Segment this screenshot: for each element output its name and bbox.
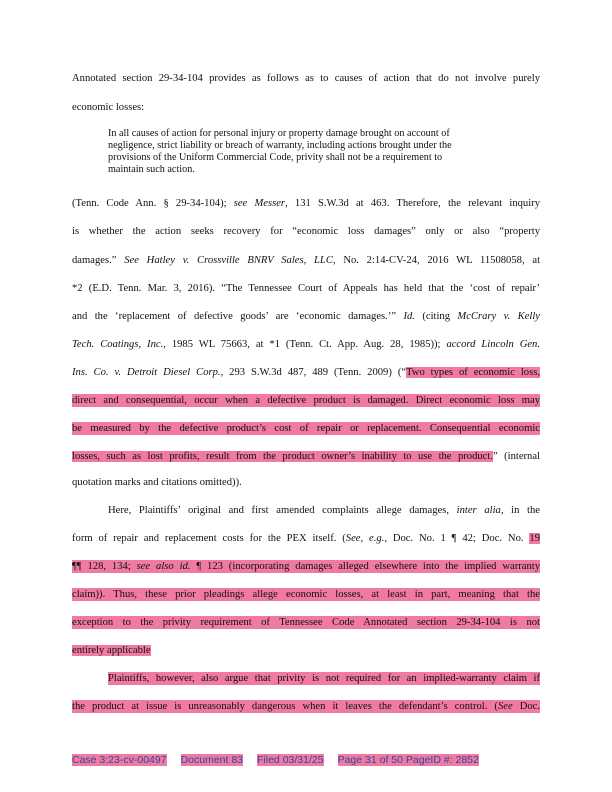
text-line: losses, such as lost profits, result from the product owner’s inability to use the product.” (internal [72,451,540,462]
footer-document: Document 83 [180,754,244,766]
block-quote [108,128,518,176]
text-line: *2 (E.D. Tenn. Mar. 3, 2016). “The Tennessee Court of Appeals has held that the ‘cost of repair’ [72,283,540,294]
highlight: Two types of economic loss, [406,367,540,378]
quote-line: negligence, strict liability or breach of warranty, including actions brought under the [108,140,452,151]
footer-page: Page 31 of 50 PageID #: 2852 [337,754,479,766]
case-footer [72,754,479,766]
text-line [72,644,540,657]
highlighted-line: Plaintiffs, however, also argue that privity is not required for an implied-warranty claim if [108,673,540,684]
text-line: is whether the action seeks recovery for “economic loss damages” only or also “property [72,226,540,237]
quote-line: maintain such action. [108,164,195,175]
quote-line: provisions of the Uniform Commercial Code, privity shall not be a requirement to [108,152,443,163]
text-line: economic losses: [72,102,145,113]
text-line: (Tenn. Code Ann. § 29-34-104); see Messer, 131 S.W.3d at 463. Therefore, the relevant inquiry [72,198,540,209]
highlighted-line: exception to the privity requirement of Tennessee Code Annotated section 29-34-104 is not [72,617,540,628]
highlighted-line: claim)). Thus, these prior pleadings allege economic losses, at least in part, meaning that the [72,589,540,600]
text-line: Ins. Co. v. Detroit Diesel Corp., 293 S.W.3d 487, 489 (Tenn. 2009) (“Two types of economic loss, [72,367,540,378]
text-line: Tech. Coatings, Inc., 1985 WL 75663, at *1 (Tenn. Ct. App. Aug. 28, 1985)); accord Lincoln Gen. [72,339,540,350]
highlight: losses, such as lost profits, result from the product owner’s inability to use the product. [72,451,493,462]
text-line: Here, Plaintiffs’ original and first amended complaints allege damages, inter alia, in the [108,505,540,516]
highlight: 19 [529,533,540,544]
text-line: Annotated section 29-34-104 provides as follows as to causes of action that do not involve purely [72,73,540,84]
highlight: entirely applicable [72,645,151,656]
quote-line: In all causes of action for personal injury or property damage brought on account of [108,128,450,139]
highlighted-line: direct and consequential, occur when a defective product is damaged. Direct economic loss may [72,395,540,406]
text-line: quotation marks and citations omitted)). [72,477,242,488]
highlighted-line: ¶¶ 128, 134; see also id. ¶ 123 (incorporating damages alleged elsewhere into the implied warranty [72,561,540,572]
footer-case: Case 3:23-cv-00497 [72,754,167,766]
highlighted-line: be measured by the defective product’s cost of repair or replacement. Consequential economic [72,423,540,434]
text-line: damages.” See Hatley v. Crossville BNRV Sales, LLC, No. 2:14-CV-24, 2016 WL 11508058, at [72,255,541,266]
text-line: form of repair and replacement costs for the PEX itself. (See, e.g., Doc. No. 1 ¶ 42; Doc. No. 19 [72,533,540,544]
text-line: and the ‘replacement of defective goods’ are ‘economic damages.’” Id. (citing McCrary v. Kelly [72,311,540,322]
footer-filed: Filed 03/31/25 [257,754,324,766]
highlighted-line: the product at issue is unreasonably dangerous when it leaves the defendant’s control. (See Doc. [72,701,540,712]
